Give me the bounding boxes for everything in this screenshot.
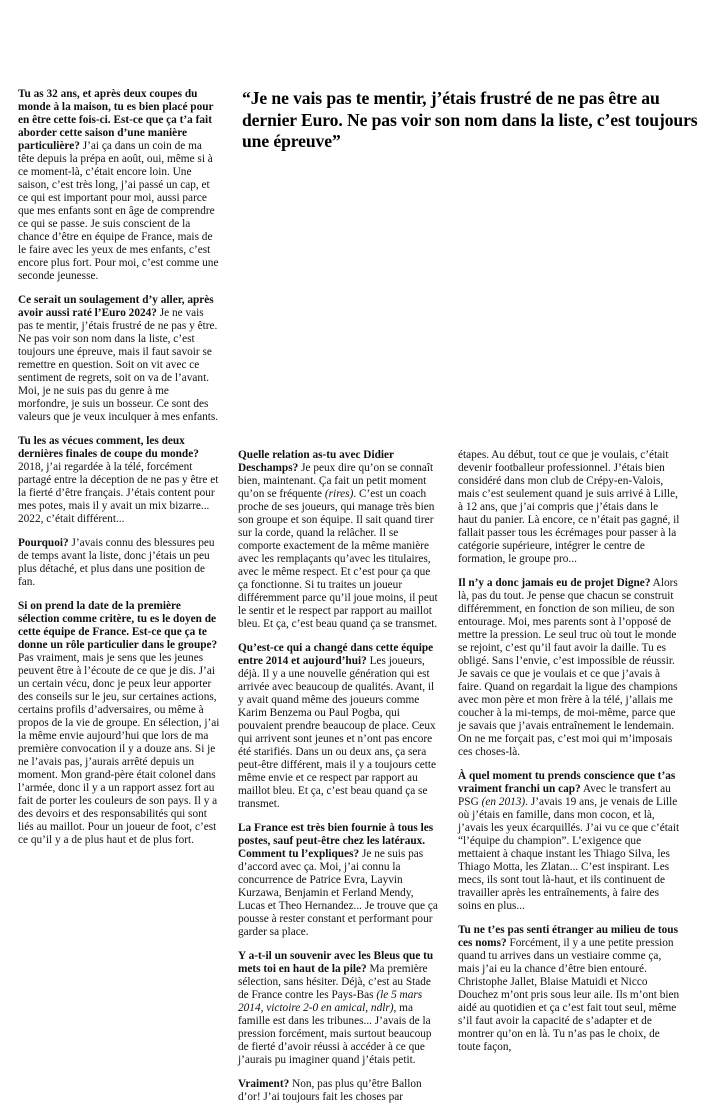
answer-text: Forcément, il y a une petite pression quand tu arrives dans un vestiaire comme ça, mais j’ai eu la chance d’être bien entouré. Christophe Jallet, Blaise Matuidi et Nicco Douchez m’ont pris sous leur aile. Ils m’ont bien aidé au quotidien et ça c’est fait tout seul, même s’il faut avoir la capacité de s’adapter et de montrer qu’on en là. Tu n’as pas le choix, de toute façon, [458,937,680,1053]
column-one [238,449,440,1104]
answer-text: Avec le transfert au PSG [458,783,671,808]
question-text: Ce serait un soulagement d’y aller, après avoir aussi raté l’Euro 2024? [18,294,214,319]
paragraph [458,449,680,566]
answer-text: Je ne vais pas te mentir, j’étais frustré de ne pas y être. Ne pas voir son nom dans la liste, c’est toujours une épreuve, mais il faut savoir se remettre en question. Soit on vit avec ce sentiment de regrets, soit on va de l’avant. Moi, je ne suis pas du genre à me morfondre, je suis un bosseur. Ce sont des valeurs que je veux inculquer à mes enfants. [18,307,219,423]
question-text: Tu ne t’es pas senti étranger au milieu de tous ces noms? [458,924,678,949]
answer-text-cont: . J’avais 19 ans, je venais de Lille où j’étais en famille, dans mon cocon, et là, j’avais les yeux écarquillés. J’ai vu ce que c’était “l’équipe du champion”. L’exigence que mettaient à chaque instant les Thiago Silva, les Thiago Motta, les Zlatan... C’est inspirant. Les mecs, ils sont tout là-haut, et ils continuent de travailler après les entraînements, à faire des soins en plus... [458,796,680,912]
paragraph [18,435,220,526]
answer-text: J’ai ça dans un coin de ma tête depuis la prépa en août, oui, même si à ce moment-là, c’était encore loin. Une saison, c’est très long, j’ai passé un cap, et ce qui est important pour moi, aussi parce que mes enfants sont en âge de comprendre ce qui se passe. Je suis conscient de la chance d’être en équipe de France, mais de le faire avec les yeux de mes enfants, c’est encore plus fort. Pour moi, c’est comme une seconde jeunesse. [18,140,219,282]
answer-text: Non, pas plus qu’être Ballon d’or! J’ai toujours fait les choses par [238,1078,422,1103]
paragraph [238,950,440,1067]
paragraph [238,822,440,939]
answer-text: Pas vraiment, mais je sens que les jeunes peuvent être à l’écoute de ce que je dis. J’ai un certain vécu, donc je peux leur apporter des conseils sur le jeu, sur certaines actions, certains profils d’adversaires, ou même à propos de la vie de groupe. En sélection, j’ai la même envie aujourd’hui que lors de ma première convocation il y a douze ans. Si je ne l’avais pas, j’aurais arrêté depuis un moment. Mon grand-père était colonel dans l’armée, donc il y a un rapport assez fort au fait de porter les couleurs de son pays. Il y a des devoirs et des responsabilités qui sont liés au maillot. Pour un joueur de foot, c’est ce qu’il y a de plus haut et de plus fort. [18,652,220,846]
answer-text: Alors là, pas du tout. Je pense que chacun se construit différemment, en fonction de son milieu, de son entourage. Moi, mes parents sont à l’opposé de mettre la pression. Le seul truc où tout le monde se rejoint, c’est qu’il faut avoir la daille. Tu es obligé. Sans l’envie, c’est impossible de réussir. Je savais ce que je voulais et ce que j’avais à faire. Quand on regardait la ligue des champions avec mon père et mon frère à la télé, j’allais me coucher à la mi-temps, de moi-même, parce que je savais que j’avais entraînement le lendemain. On ne me forçait pas, c’est moi qui m’imposais ces choses-là. [458,577,678,758]
answer-text-cont: . C’est un coach proche de ses joueurs, qui manage très bien son groupe et son équipe. Il sait quand tirer sur la corde, quand la relâcher. Il se comporte exactement de la même manière avec les remplaçants qu’avec les titulaires, avec le même respect. Et c’est pour ça que ça fonctionne. Si tu traites un joueur différemment parce qu’il joue moins, il peut le sentir et le respect par rapport au maillot bleu. Et ça, c’est beau quand ça se transmet. [238,488,438,630]
question-text: Y a-t-il un souvenir avec les Bleus que tu mets toi en haut de la pile? [238,950,434,975]
paragraph [238,1078,440,1104]
pull-quote-text: “Je ne vais pas te mentir, j’étais frustré de ne pas être au dernier Euro. Ne pas voir son nom dans la liste, c’est toujours une épreuve” [242,88,698,151]
question-text: À quel moment tu prends conscience que t’as vraiment franchi un cap? [458,770,676,795]
question-text: Tu les as vécues comment, les deux dernières finales de coupe du monde? [18,435,199,460]
paragraph [458,770,680,913]
paragraph [18,600,220,847]
question-text: Pourquoi? [18,537,69,549]
question-text: Quelle relation as-tu avec Didier Deschamps? [238,449,394,474]
editor-note: (rires) [324,488,354,500]
paragraph [238,642,440,811]
paragraph [18,294,220,424]
question-text: Il n’y a donc jamais eu de projet Digne? [458,577,651,589]
question-text: Vraiment? [238,1078,290,1090]
column-two [458,449,680,1104]
paragraph [18,537,220,589]
paragraph [458,577,680,759]
paragraph [18,88,220,283]
answer-text: J’avais connu des blessures peu de temps avant la liste, donc j’étais un peu plus détaché, et plus dans une position de fan. [18,537,215,588]
editor-note: (en 2013) [481,796,526,808]
question-text: Tu as 32 ans, et après deux coupes du monde à la maison, tu es bien placé pour en être cette fois-ci. Est-ce que ça t’a fait aborder cette saison d’une manière particulière? [18,88,214,152]
answer-text: 2018, j’ai regardée à la télé, forcément partagé entre la déception de ne pas y être et la fierté d’être français. J’étais content pour mes potes, mais il y avait un mix bizarre... 2022, c’était différent... [18,461,219,525]
answer-text-cont: , ma famille est dans les tribunes... J’avais de la pression forcément, mais surtout beaucoup de fierté d’avoir réussi à accéder à ce que j’aurais pu imaginer quand j’étais petit. [238,1002,432,1066]
answer-text: Je ne suis pas d’accord avec ça. Moi, j’ai connu la concurrence de Patrice Evra, Layvin Kurzawa, Benjamin et Ferland Mendy, Lucas et Theo Hernandez... Je trouve que ça pousse à rester constant et performant pour garder sa place. [238,848,438,938]
answer-text: Ma première sélection, sans hésiter. Déjà, c’est au Stade de France contre les Pays-Bas [238,963,431,1001]
paragraph [458,924,680,1054]
question-text: Qu’est-ce qui a changé dans cette équipe entre 2014 et aujourd’hui? [238,642,434,667]
question-text: La France est très bien fournie à tous les postes, sauf peut-être chez les latéraux. Comment tu l’expliques? [238,822,434,860]
answer-text: étapes. Au début, tout ce que je voulais, c’était devenir footballeur professionnel. J’étais bien considéré dans mon club de Crépy-en-Valois, mais c’est seulement quand je suis arrivé à Lille, à 12 ans, que j’ai compris que j’étais dans le haut du panier. Là encore, ce n’était pas gagné, il fallait passer tous les écrémages pour passer à la catégorie supérieure, intégrer le centre de formation, le groupe pro... [458,449,680,565]
paragraph [238,449,440,631]
answer-text: Je peux dire qu’on se connaît bien, maintenant. Ça fait un petit moment qu’on se fréquente [238,462,434,500]
editor-note: (le 5 mars 2014, victoire 2-0 en amical, ndlr) [238,989,423,1014]
pull-quote [238,88,698,153]
question-text: Si on prend la date de la première sélection comme critère, tu es le doyen de cette équipe de France. Est-ce que ça te donne un rôle particulier dans le groupe? [18,600,218,651]
intro-column [18,88,220,847]
answer-text: Les joueurs, déjà. Il y a une nouvelle génération qui est arrivée avec beaucoup de qualités. Avant, il y avait quand même des joueurs comme Karim Benzema ou Paul Pogba, qui pouvaient prendre beaucoup de place. Ceux qui arrivent sont jeunes et n’ont pas encore été starifiés. Dans un ou deux ans, ça sera peut-être différent, mais il y a toujours cette même envie et ce respect par rapport au maillot bleu. Et ça, c’est beau quand ça se transmet. [238,655,437,810]
